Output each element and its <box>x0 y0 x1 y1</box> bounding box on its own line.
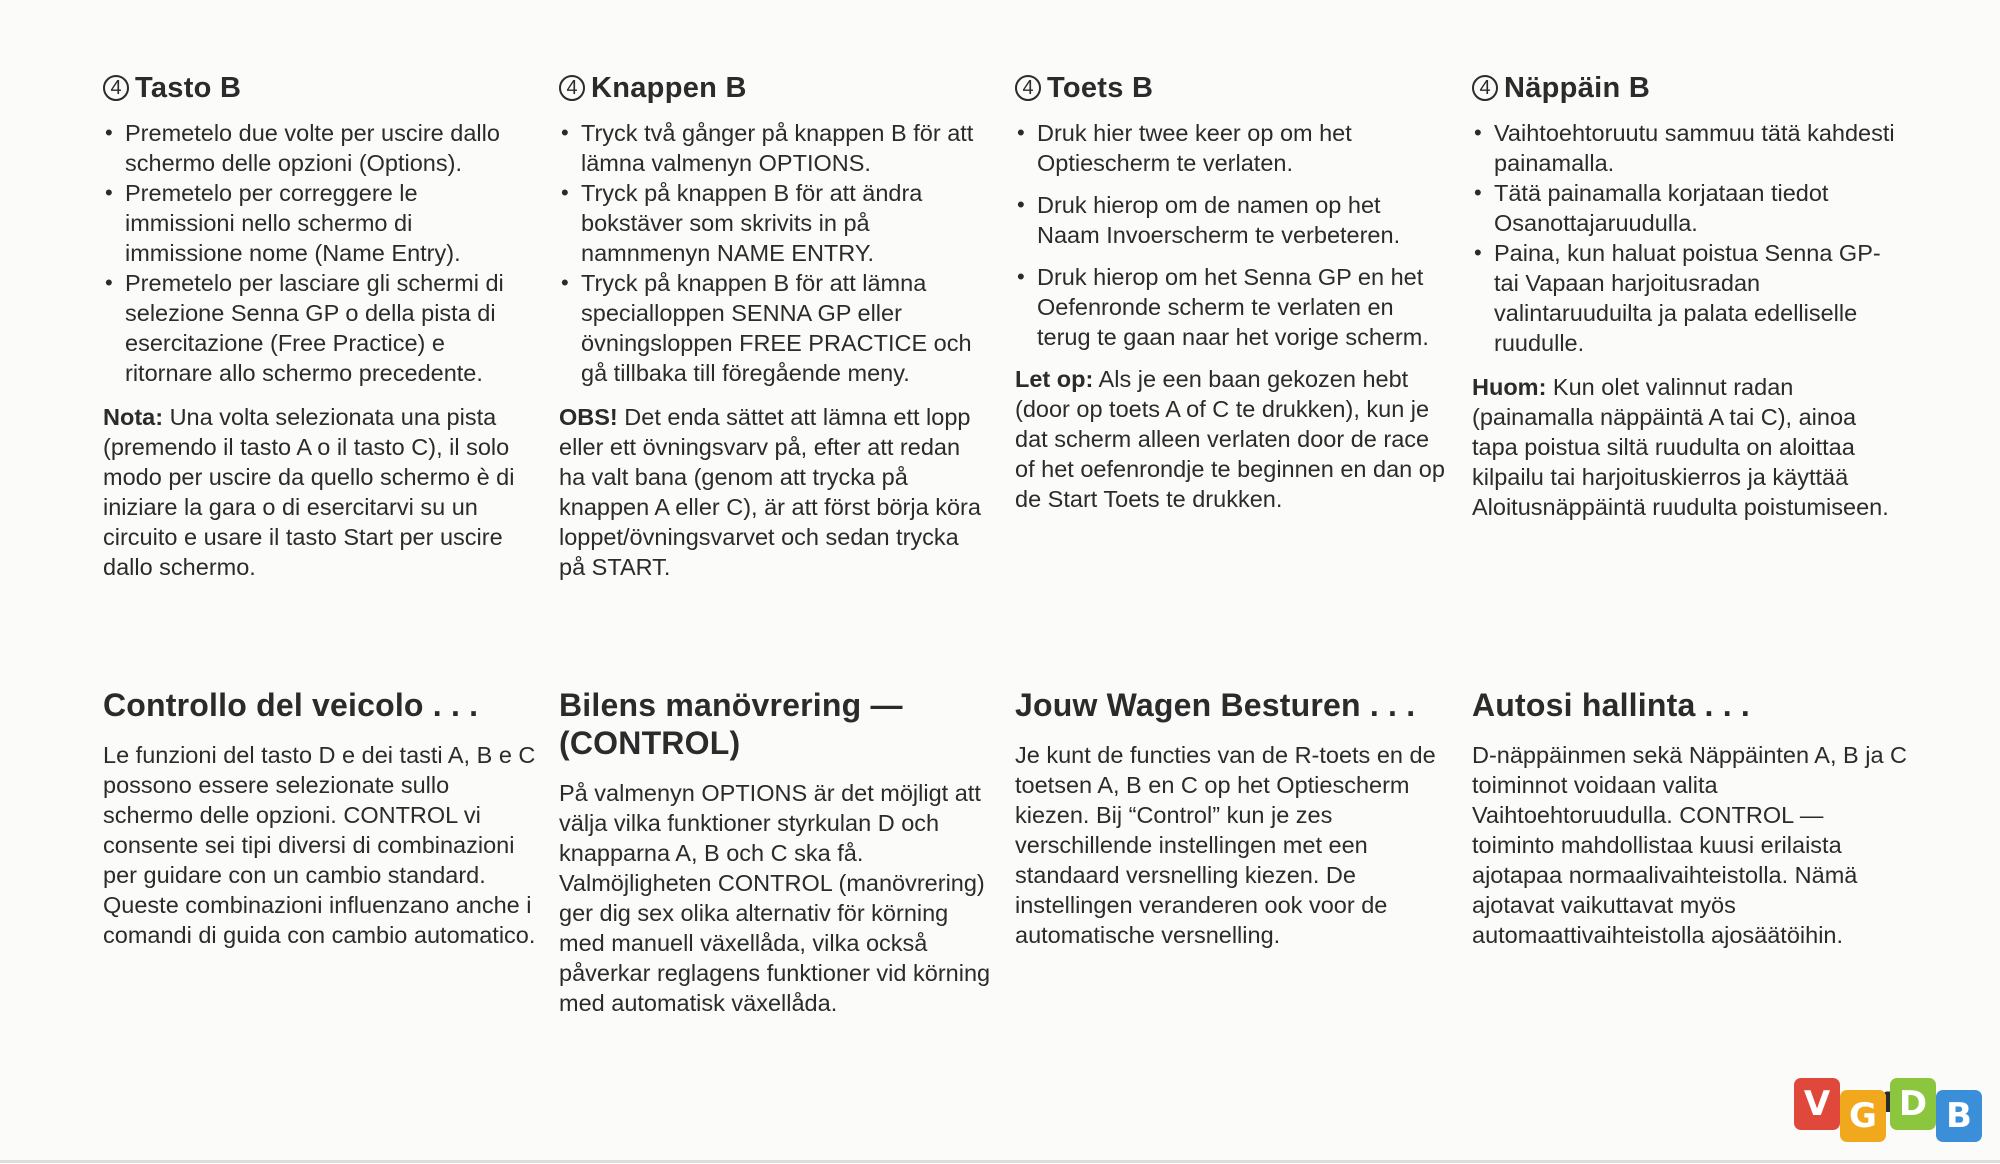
note-label: Nota: <box>103 404 164 430</box>
circled-number: 4 <box>1015 75 1041 101</box>
watermark-letter: B <box>1936 1090 1982 1142</box>
section-heading: Controllo del veicolo . . . <box>103 687 479 723</box>
column-finnish <box>1472 66 1902 546</box>
section-dutch <box>1015 686 1455 950</box>
section-italian <box>103 686 543 950</box>
circled-number: 4 <box>1472 75 1498 101</box>
note-paragraph <box>103 402 533 582</box>
list-item: • Premetelo per correggere le immissioni nello schermo di immissione nome (Name Entry). <box>103 178 533 268</box>
note-label: Huom: <box>1472 374 1547 400</box>
circled-number: 4 <box>103 75 129 101</box>
list-item: • Druk hierop om het Senna GP en het Oefenronde scherm te verlaten en terug te gaan naar het vorige scherm. <box>1015 262 1445 352</box>
note-text: Kun olet valinnut radan (painamalla näppäintä A tai C), ainoa tapa poistua siltä ruudulta on aloittaa kilpailu tai harjoituskierros ja käyttää Aloitusnäppäintä ruudulta poistumiseen. <box>1472 374 1889 520</box>
bullet-list <box>103 118 533 388</box>
list-item: • Tryck på knappen B för att lämna specialloppen SENNA GP eller övningsloppen FREE PRACTICE och gå tillbaka till föregående meny. <box>559 268 989 388</box>
watermark-letter: D <box>1890 1078 1936 1130</box>
column-swedish <box>559 66 989 606</box>
section-paragraph: D-näppäinmen sekä Näppäinten A, B ja C toiminnot voidaan valita Vaihtoehtoruudulla. CONTROL — toiminto mahdollistaa kuusi erilaista ajotapaa normaalivaihteistolla. Nämä ajotavat vaikuttavat myös automaattivaihteistolla ajosäätöihin. <box>1472 742 1908 948</box>
list-item: • Tryck två gånger på knappen B för att lämna valmenyn OPTIONS. <box>559 118 989 178</box>
list-item: • Paina, kun haluat poistua Senna GP- tai Vapaan harjoitusradan valintaruuduilta ja palata edelliselle ruudulle. <box>1472 238 1902 358</box>
subheading-title: Toets B <box>1047 71 1154 104</box>
note-text: Als je een baan gekozen hebt (door op toets A of C te drukken), kun je dat scherm alleen verlaten door de race of het oefenrondje te beginnen en dan op de Start Toets te drukken. <box>1015 366 1445 512</box>
subheading-title: Tasto B <box>135 71 242 104</box>
list-item: • Tätä painamalla korjataan tiedot Osanottajaruudulla. <box>1472 178 1902 238</box>
subheading <box>1472 66 1902 110</box>
note-text: Una volta selezionata una pista (premendo il tasto A o il tasto C), il solo modo per uscire da quello schermo è di iniziare la gara o di esercitarvi su un circuito e usare il tasto Start per uscire dallo schermo. <box>103 404 515 580</box>
section-swedish <box>559 686 999 1018</box>
list-item: • Druk hierop om de namen op het Naam Invoerscherm te verbeteren. <box>1015 190 1445 250</box>
subheading-title: Näppäin B <box>1504 71 1651 104</box>
section-heading: Jouw Wagen Besturen . . . <box>1015 687 1416 723</box>
note-paragraph <box>1015 364 1445 514</box>
bullet-list <box>1015 118 1445 352</box>
vgdb-watermark-logo <box>1790 1076 1990 1144</box>
note-paragraph <box>1472 372 1902 522</box>
note-label: OBS! <box>559 404 618 430</box>
subheading <box>103 66 533 110</box>
note-paragraph <box>559 402 989 582</box>
page-edge <box>0 1160 2000 1163</box>
subheading <box>559 66 989 110</box>
subheading <box>1015 66 1445 110</box>
list-item: • Premetelo due volte per uscire dallo schermo delle opzioni (Options). <box>103 118 533 178</box>
watermark-letter: V <box>1794 1078 1840 1130</box>
note-text: Det enda sättet att lämna ett lopp eller ett övningsvarv på, efter att redan ha valt bana (genom att trycka på knappen A eller C), är att först börja köra loppet/övningsvarvet och sedan trycka på START. <box>559 404 981 580</box>
list-item: • Druk hier twee keer op om het Optiescherm te verlaten. <box>1015 118 1445 178</box>
section-finnish <box>1472 686 1912 950</box>
bullet-list <box>1472 118 1902 358</box>
section-heading: Autosi hallinta . . . <box>1472 687 1750 723</box>
list-item: • Vaihtoehtoruutu sammuu tätä kahdesti painamalla. <box>1472 118 1902 178</box>
bullet-list <box>559 118 989 388</box>
list-item: • Tryck på knappen B för att ändra bokstäver som skrivits in på namnmenyn NAME ENTRY. <box>559 178 989 268</box>
column-italian <box>103 66 533 606</box>
circled-number: 4 <box>559 75 585 101</box>
section-heading: Bilens manövrering — (CONTROL) <box>559 687 903 761</box>
list-item: • Premetelo per lasciare gli schermi di selezione Senna GP o della pista di esercitazione (Free Practice) e ritornare allo schermo precedente. <box>103 268 533 388</box>
section-paragraph: På valmenyn OPTIONS är det möjligt att välja vilka funktioner styrkulan D och knapparna A, B och C ska få. Valmöjligheten CONTROL (manövrering) ger dig sex olika alternativ för körning med manuell växellåda, vilka också påverkar reglagens funktioner vid körning med automatisk växellåda. <box>559 780 991 1016</box>
subheading-title: Knappen B <box>591 71 747 104</box>
note-label: Let op: <box>1015 366 1094 392</box>
section-paragraph: Le funzioni del tasto D e dei tasti A, B e C possono essere selezionate sullo schermo delle opzioni. CONTROL vi consente sei tipi diversi di combinazioni per guidare con un cambio standard. Queste combinazioni influenzano anche i comandi di guida con cambio automatico. <box>103 742 536 948</box>
watermark-letter: G <box>1840 1090 1886 1142</box>
column-dutch <box>1015 66 1445 538</box>
section-paragraph: Je kunt de functies van de R-toets en de toetsen A, B en C op het Optiescherm kiezen. Bij “Control” kun je zes verschillende instellingen met een standaard versnelling kiezen. De instellingen veranderen ook voor de automatische versnelling. <box>1015 742 1436 948</box>
